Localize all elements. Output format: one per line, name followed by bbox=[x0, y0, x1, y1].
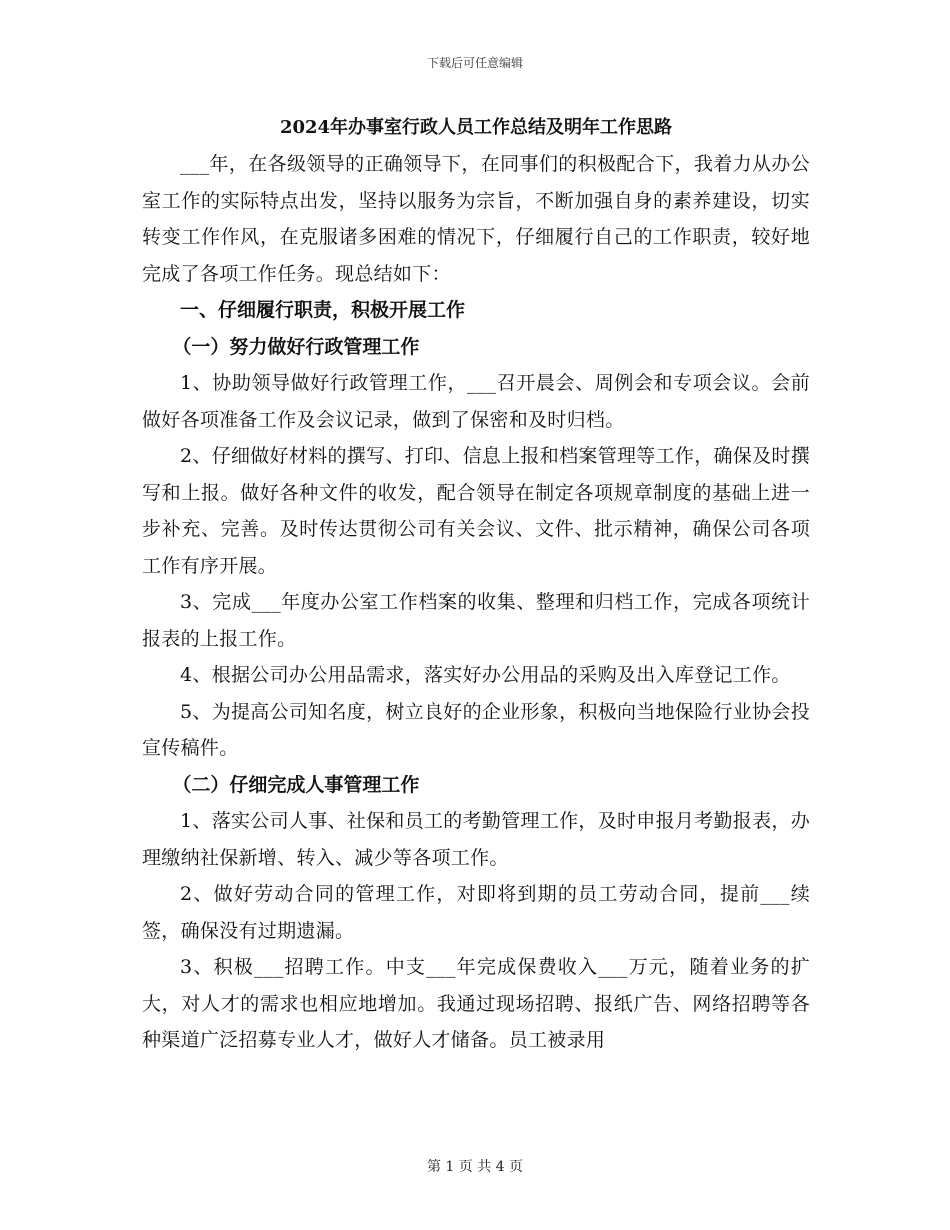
hr-item-3: 3、积极___招聘工作。中支___年完成保费收入___万元，随着业务的扩大，对人才的需求也相应地增加。我通过现场招聘、报纸广告、网络招聘等各种渠道广泛招募专业人才，做好人才储备。员工被录用 bbox=[142, 956, 810, 1051]
admin-item-2: 2、仔细做好材料的撰写、打印、信息上报和档案管理等工作，确保及时撰写和上报。做好各种文件的收发，配合领导在制定各项规章制度的基础上进一步补充、完善。及时传达贯彻公司有关会议、文件、批示精神，确保公司各项工作有序开展。 bbox=[142, 445, 810, 577]
hr-item-2: 2、做好劳动合同的管理工作，对即将到期的员工劳动合同，提前___续签，确保没有过期遗漏。 bbox=[142, 883, 810, 942]
subsection-heading-admin: （一）努力做好行政管理工作 bbox=[172, 335, 420, 358]
header-note: 下载后可任意编辑 bbox=[426, 56, 523, 70]
page-number-footer: 第 1 页 共 4 页 bbox=[426, 1159, 524, 1175]
admin-item-5: 5、为提高公司知名度，树立良好的企业形象，积极向当地保险行业协会投宣传稿件。 bbox=[142, 700, 810, 759]
admin-item-3: 3、完成___年度办公室工作档案的收集、整理和归档工作，完成各项统计报表的上报工作。 bbox=[142, 591, 810, 650]
admin-item-1: 1、协助领导做好行政管理工作，___召开晨会、周例会和专项会议。会前做好各项准备工作及会议记录，做到了保密和及时归档。 bbox=[142, 372, 810, 431]
admin-item-4: 4、根据公司办公用品需求，落实好办公用品的采购及出入库登记工作。 bbox=[180, 664, 791, 686]
intro-paragraph: ___年，在各级领导的正确领导下，在同事们的积极配合下，我着力从办公室工作的实际特点出发，坚持以服务为宗旨，不断加强自身的素养建设，切实转变工作作风，在克服诸多困难的情况下，仔细履行自己的工作职责，较好地完成了各项工作任务。现总结如下： bbox=[142, 153, 810, 285]
document-body bbox=[142, 110, 810, 1059]
section-heading-1: 一、仔细履行职责，积极开展工作 bbox=[180, 299, 466, 321]
subsection-heading-hr: （二）仔细完成人事管理工作 bbox=[172, 773, 420, 796]
hr-item-1: 1、落实公司人事、社保和员工的考勤管理工作，及时申报月考勤报表，办理缴纳社保新增、转入、减少等各项工作。 bbox=[142, 810, 810, 869]
document-title: 2024年办事室行政人员工作总结及明年工作思路 bbox=[279, 117, 673, 138]
